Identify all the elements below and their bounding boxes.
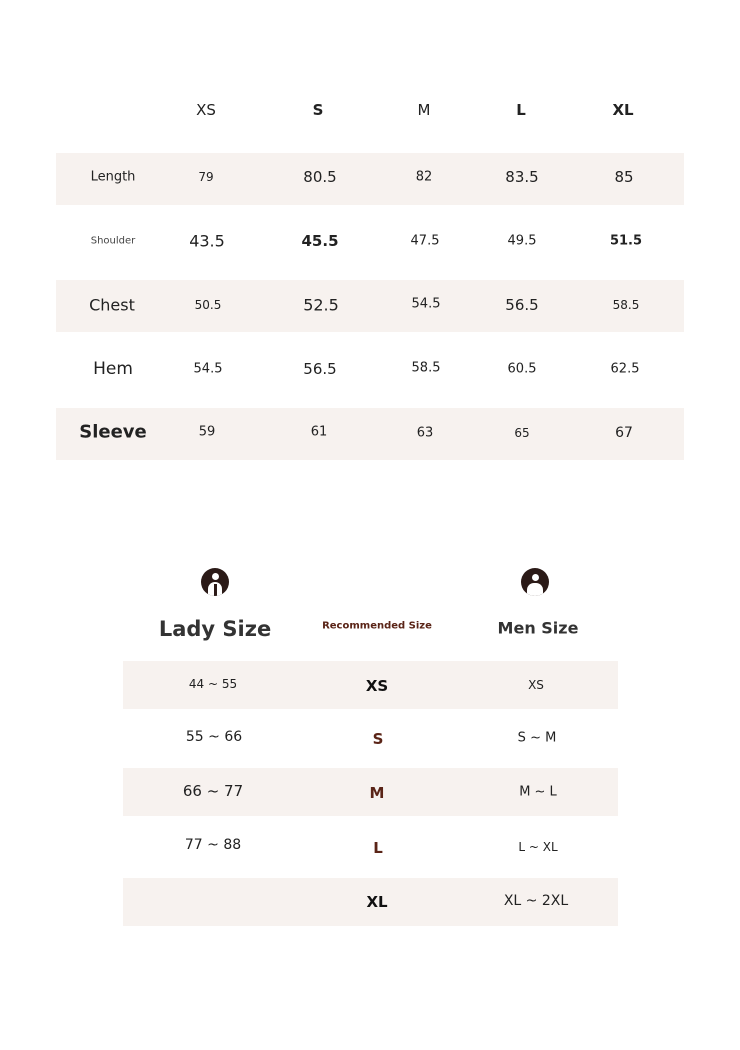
table-cell: 79 (198, 170, 214, 184)
table-cell: 54.5 (411, 296, 441, 312)
table-cell: 51.5 (609, 233, 643, 249)
row-band-chest (56, 280, 684, 332)
table-cell: 83.5 (505, 168, 539, 186)
header-size-xl: XL (612, 101, 634, 119)
header-size-xs: XS (196, 101, 216, 119)
recommended-size-title: Recommended Size (322, 620, 432, 632)
man-person-icon (521, 568, 549, 596)
header-size-l: L (516, 101, 526, 119)
table-cell: 58.5 (411, 360, 441, 376)
lady-range-cell: 77 ~ 88 (184, 837, 242, 853)
men-range-cell: XL ~ 2XL (503, 893, 569, 909)
row-label-shoulder: Shoulder (90, 235, 136, 247)
men-size-title: Men Size (497, 618, 579, 638)
table-cell: 43.5 (189, 231, 225, 251)
lady-range-cell: 66 ~ 77 (182, 782, 244, 800)
header-size-m: M (417, 101, 431, 119)
table-cell: 63 (416, 425, 434, 441)
table-cell: 56.5 (303, 360, 337, 378)
lady-range-cell: 44 ~ 55 (188, 677, 238, 691)
table-cell: 54.5 (193, 361, 223, 377)
table-cell: 60.5 (507, 361, 537, 377)
header-size-s: S (312, 101, 324, 119)
lady-size-title: Lady Size (158, 617, 272, 641)
recommended-size-cell: XL (366, 893, 388, 911)
row-band-length (56, 153, 684, 205)
table-cell: 80.5 (303, 168, 337, 186)
table-cell: 49.5 (507, 233, 537, 249)
table-cell: 59 (198, 424, 216, 440)
recommended-size-cell: S (372, 730, 384, 748)
table-cell: 56.5 (505, 296, 539, 314)
table-cell: 67 (615, 425, 633, 441)
row-label-length: Length (90, 169, 136, 185)
row-label-chest: Chest (89, 295, 135, 315)
men-range-cell: M ~ L (519, 784, 557, 800)
table-cell: 62.5 (610, 361, 640, 377)
table-cell: 50.5 (194, 298, 222, 312)
lady-person-icon (201, 568, 229, 596)
lady-range-cell: 55 ~ 66 (185, 729, 243, 745)
row-label-hem: Hem (93, 359, 133, 379)
table-cell: 61 (310, 424, 328, 440)
men-range-cell: S ~ M (517, 730, 557, 746)
table-cell: 52.5 (303, 295, 339, 315)
table-cell: 85 (614, 168, 634, 186)
recommended-size-cell: XS (365, 677, 389, 695)
row-band-sleeve (56, 408, 684, 460)
table-cell: 82 (415, 169, 433, 185)
table-cell: 45.5 (301, 232, 339, 250)
recommended-size-cell: M (369, 784, 385, 802)
table-cell: 58.5 (612, 298, 640, 312)
recommended-size-cell: L (373, 839, 383, 857)
men-range-cell: L ~ XL (518, 840, 558, 854)
table-cell: 47.5 (410, 233, 440, 249)
table-cell: 65 (514, 426, 530, 440)
men-range-cell: XS (528, 678, 544, 692)
row-label-sleeve: Sleeve (79, 421, 147, 443)
